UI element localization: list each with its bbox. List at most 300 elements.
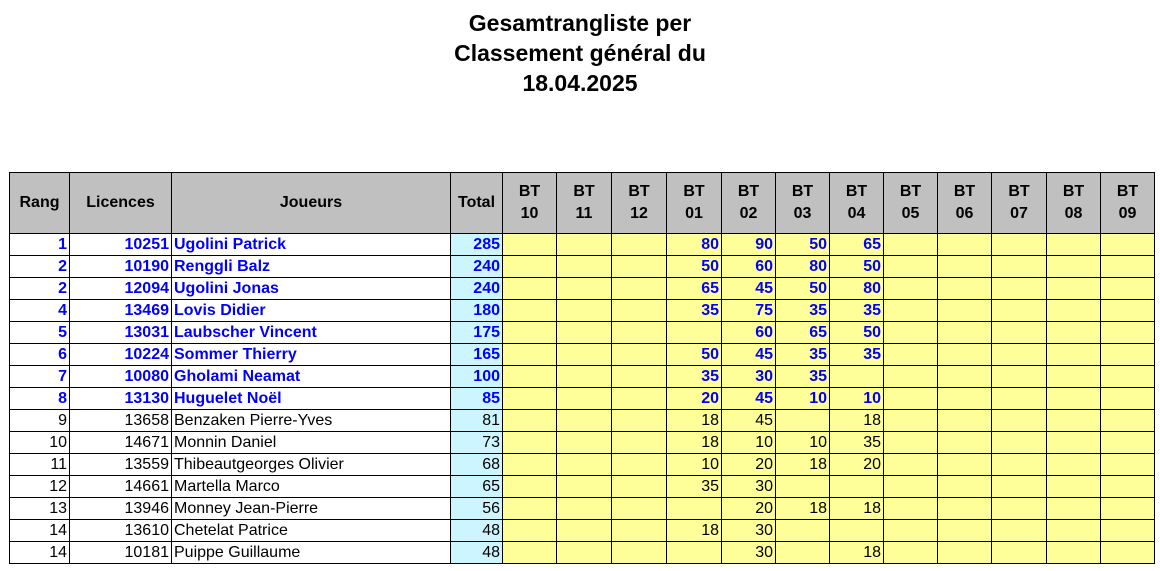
score-cell: 80 <box>830 278 884 300</box>
player-name-cell: Sommer Thierry <box>172 344 451 366</box>
rank-cell: 8 <box>10 388 70 410</box>
total-cell: 68 <box>451 454 503 476</box>
player-name-cell: Ugolini Jonas <box>172 278 451 300</box>
header-bt-10 <box>503 173 557 234</box>
score-cell <box>503 388 557 410</box>
table-row <box>10 344 1155 366</box>
score-cell <box>992 300 1047 322</box>
score-cell <box>557 520 612 542</box>
score-cell: 35 <box>776 300 830 322</box>
header-bt-prefix: BT <box>1008 183 1030 200</box>
score-cell <box>992 498 1047 520</box>
score-cell <box>503 476 557 498</box>
score-cell <box>830 366 884 388</box>
rank-cell: 5 <box>10 322 70 344</box>
score-cell: 35 <box>667 366 722 388</box>
score-cell <box>938 278 992 300</box>
score-cell <box>1047 432 1101 454</box>
score-cell <box>938 300 992 322</box>
score-cell <box>1101 256 1155 278</box>
rank-cell: 13 <box>10 498 70 520</box>
score-cell <box>612 542 667 564</box>
score-cell: 30 <box>722 542 776 564</box>
player-name-cell: Laubscher Vincent <box>172 322 451 344</box>
score-cell <box>938 410 992 432</box>
score-cell <box>1047 278 1101 300</box>
table-row <box>10 476 1155 498</box>
header-bt-code: 04 <box>847 205 866 222</box>
score-cell <box>1101 432 1155 454</box>
score-cell <box>1047 410 1101 432</box>
header-bt-code: 01 <box>685 205 703 222</box>
score-cell <box>938 454 992 476</box>
score-cell <box>612 234 667 256</box>
score-cell: 18 <box>830 410 884 432</box>
score-cell <box>503 278 557 300</box>
score-cell: 35 <box>667 476 722 498</box>
table-row <box>10 234 1155 256</box>
table-row <box>10 520 1155 542</box>
header-bt-code: 02 <box>739 205 758 222</box>
rank-cell: 14 <box>10 542 70 564</box>
score-cell: 35 <box>667 300 722 322</box>
licence-cell: 13130 <box>70 388 172 410</box>
score-cell <box>1047 322 1101 344</box>
score-cell <box>1047 520 1101 542</box>
score-cell: 30 <box>722 366 776 388</box>
player-name-cell: Monney Jean-Pierre <box>172 498 451 520</box>
score-cell <box>557 498 612 520</box>
licence-cell: 10181 <box>70 542 172 564</box>
score-cell <box>884 322 938 344</box>
score-cell <box>776 476 830 498</box>
total-cell: 65 <box>451 476 503 498</box>
total-cell: 240 <box>451 256 503 278</box>
licence-cell: 10080 <box>70 366 172 388</box>
table-row <box>10 388 1155 410</box>
score-cell <box>938 520 992 542</box>
score-cell <box>612 300 667 322</box>
score-cell: 65 <box>776 322 830 344</box>
header-bt-09 <box>1101 173 1155 234</box>
header-bt-01 <box>667 173 722 234</box>
player-name-cell: Benzaken Pierre-Yves <box>172 410 451 432</box>
player-name-cell: Monnin Daniel <box>172 432 451 454</box>
page-title <box>0 8 1160 98</box>
ranking-table <box>9 172 1155 564</box>
score-cell <box>884 454 938 476</box>
score-cell: 18 <box>667 410 722 432</box>
licence-cell: 13031 <box>70 322 172 344</box>
score-cell: 80 <box>667 234 722 256</box>
score-cell <box>992 322 1047 344</box>
score-cell <box>557 322 612 344</box>
score-cell <box>667 542 722 564</box>
score-cell <box>1101 542 1155 564</box>
score-cell <box>884 234 938 256</box>
score-cell <box>992 344 1047 366</box>
score-cell <box>1101 366 1155 388</box>
score-cell: 50 <box>667 256 722 278</box>
total-cell: 56 <box>451 498 503 520</box>
score-cell <box>612 344 667 366</box>
score-cell: 65 <box>830 234 884 256</box>
score-cell <box>1101 234 1155 256</box>
score-cell <box>884 476 938 498</box>
licence-cell: 13658 <box>70 410 172 432</box>
licence-cell: 13946 <box>70 498 172 520</box>
header-bt-12 <box>612 173 667 234</box>
score-cell <box>612 256 667 278</box>
score-cell <box>503 542 557 564</box>
score-cell <box>1047 388 1101 410</box>
score-cell: 10 <box>830 388 884 410</box>
player-name-cell: Martella Marco <box>172 476 451 498</box>
total-cell: 100 <box>451 366 503 388</box>
table-row <box>10 454 1155 476</box>
score-cell <box>1101 498 1155 520</box>
score-cell <box>1101 322 1155 344</box>
score-cell <box>503 454 557 476</box>
header-bt-prefix: BT <box>518 183 541 200</box>
score-cell <box>938 366 992 388</box>
total-cell: 285 <box>451 234 503 256</box>
header-bt-code: 11 <box>575 205 593 222</box>
rank-cell: 2 <box>10 256 70 278</box>
total-cell: 48 <box>451 542 503 564</box>
header-bt-08 <box>1047 173 1101 234</box>
score-cell: 45 <box>722 278 776 300</box>
header-bt-prefix: BT <box>1062 183 1085 200</box>
score-cell <box>612 476 667 498</box>
score-cell: 80 <box>776 256 830 278</box>
header-bt-code: 12 <box>630 205 648 222</box>
score-cell <box>992 388 1047 410</box>
score-cell: 20 <box>830 454 884 476</box>
header-bt-11 <box>557 173 612 234</box>
table-body <box>10 234 1155 564</box>
licence-cell: 12094 <box>70 278 172 300</box>
score-cell <box>1047 542 1101 564</box>
score-cell <box>938 498 992 520</box>
score-cell <box>612 322 667 344</box>
score-cell <box>830 520 884 542</box>
total-cell: 73 <box>451 432 503 454</box>
score-cell <box>557 476 612 498</box>
score-cell <box>503 432 557 454</box>
header-licences: Licences <box>70 173 172 234</box>
score-cell: 30 <box>722 520 776 542</box>
title-line-1: Gesamtrangliste per <box>468 10 692 36</box>
score-cell <box>503 256 557 278</box>
rank-cell: 10 <box>10 432 70 454</box>
score-cell <box>557 454 612 476</box>
rank-cell: 11 <box>10 454 70 476</box>
score-cell <box>938 432 992 454</box>
licence-cell: 10224 <box>70 344 172 366</box>
score-cell <box>992 542 1047 564</box>
score-cell: 50 <box>776 278 830 300</box>
score-cell <box>1101 278 1155 300</box>
score-cell: 45 <box>722 388 776 410</box>
score-cell <box>612 432 667 454</box>
header-bt-prefix: BT <box>899 183 922 200</box>
player-name-cell: Chetelat Patrice <box>172 520 451 542</box>
licence-cell: 10190 <box>70 256 172 278</box>
score-cell <box>992 256 1047 278</box>
score-cell <box>1101 300 1155 322</box>
score-cell: 90 <box>722 234 776 256</box>
score-cell: 18 <box>667 520 722 542</box>
player-name-cell: Puippe Guillaume <box>172 542 451 564</box>
score-cell <box>557 410 612 432</box>
score-cell: 35 <box>830 300 884 322</box>
player-name-cell: Thibeautgeorges Olivier <box>172 454 451 476</box>
score-cell <box>884 278 938 300</box>
score-cell <box>503 234 557 256</box>
score-cell: 60 <box>722 322 776 344</box>
score-cell: 18 <box>776 454 830 476</box>
score-cell: 60 <box>722 256 776 278</box>
header-bt-03 <box>776 173 830 234</box>
rank-cell: 7 <box>10 366 70 388</box>
rank-cell: 4 <box>10 300 70 322</box>
score-cell: 35 <box>830 344 884 366</box>
header-joueurs: Joueurs <box>172 173 451 234</box>
rank-cell: 2 <box>10 278 70 300</box>
licence-cell: 13559 <box>70 454 172 476</box>
score-cell <box>1101 344 1155 366</box>
score-cell <box>992 520 1047 542</box>
score-cell <box>884 344 938 366</box>
score-cell: 10 <box>722 432 776 454</box>
score-cell: 35 <box>776 344 830 366</box>
score-cell <box>612 278 667 300</box>
score-cell: 45 <box>722 344 776 366</box>
header-bt-prefix: BT <box>683 183 705 200</box>
player-name-cell: Gholami Neamat <box>172 366 451 388</box>
score-cell <box>884 498 938 520</box>
rank-cell: 6 <box>10 344 70 366</box>
score-cell <box>992 476 1047 498</box>
score-cell <box>884 410 938 432</box>
score-cell <box>1047 454 1101 476</box>
score-cell: 20 <box>667 388 722 410</box>
score-cell: 18 <box>830 542 884 564</box>
score-cell <box>1047 366 1101 388</box>
score-cell: 50 <box>830 322 884 344</box>
score-cell <box>612 454 667 476</box>
player-name-cell: Ugolini Patrick <box>172 234 451 256</box>
score-cell <box>938 476 992 498</box>
score-cell: 75 <box>722 300 776 322</box>
header-bt-05 <box>884 173 938 234</box>
header-bt-prefix: BT <box>573 183 595 200</box>
score-cell <box>612 410 667 432</box>
score-cell: 18 <box>830 498 884 520</box>
header-bt-prefix: BT <box>953 183 976 200</box>
header-rang: Rang <box>10 173 70 234</box>
score-cell <box>612 520 667 542</box>
score-cell <box>1047 498 1101 520</box>
score-cell: 10 <box>667 454 722 476</box>
header-bt-04 <box>830 173 884 234</box>
score-cell <box>1047 344 1101 366</box>
score-cell <box>830 476 884 498</box>
total-cell: 175 <box>451 322 503 344</box>
score-cell <box>776 410 830 432</box>
total-cell: 180 <box>451 300 503 322</box>
score-cell: 20 <box>722 454 776 476</box>
score-cell <box>938 256 992 278</box>
header-row <box>10 173 1155 234</box>
score-cell <box>884 520 938 542</box>
score-cell <box>1047 256 1101 278</box>
score-cell <box>992 432 1047 454</box>
score-cell: 10 <box>776 388 830 410</box>
score-cell <box>1047 234 1101 256</box>
score-cell <box>667 322 722 344</box>
table-row <box>10 432 1155 454</box>
score-cell <box>557 278 612 300</box>
score-cell: 18 <box>667 432 722 454</box>
score-cell <box>1101 410 1155 432</box>
title-line-2: Classement général du <box>454 40 706 66</box>
score-cell <box>557 344 612 366</box>
total-cell: 165 <box>451 344 503 366</box>
score-cell <box>503 344 557 366</box>
header-bt-prefix: BT <box>737 183 760 200</box>
player-name-cell: Huguelet Noël <box>172 388 451 410</box>
table-row <box>10 278 1155 300</box>
header-bt-code: 08 <box>1064 205 1083 222</box>
score-cell: 35 <box>776 366 830 388</box>
header-bt-prefix: BT <box>628 183 650 200</box>
licence-cell: 13469 <box>70 300 172 322</box>
score-cell <box>938 388 992 410</box>
rank-cell: 14 <box>10 520 70 542</box>
title-line-3: 18.04.2025 <box>522 70 638 96</box>
total-cell: 81 <box>451 410 503 432</box>
licence-cell: 10251 <box>70 234 172 256</box>
score-cell <box>503 410 557 432</box>
score-cell <box>557 388 612 410</box>
header-bt-code: 03 <box>793 205 812 222</box>
table-row <box>10 256 1155 278</box>
score-cell: 18 <box>776 498 830 520</box>
score-cell <box>557 300 612 322</box>
player-name-cell: Renggli Balz <box>172 256 451 278</box>
score-cell <box>503 366 557 388</box>
score-cell: 50 <box>776 234 830 256</box>
score-cell <box>1101 388 1155 410</box>
score-cell: 20 <box>722 498 776 520</box>
total-cell: 85 <box>451 388 503 410</box>
score-cell <box>992 278 1047 300</box>
rank-cell: 9 <box>10 410 70 432</box>
player-name-cell: Lovis Didier <box>172 300 451 322</box>
header-bt-code: 09 <box>1118 205 1137 222</box>
rank-cell: 1 <box>10 234 70 256</box>
header-bt-code: 05 <box>901 205 920 222</box>
score-cell: 50 <box>667 344 722 366</box>
score-cell <box>557 366 612 388</box>
table-row <box>10 542 1155 564</box>
score-cell <box>776 542 830 564</box>
score-cell <box>938 234 992 256</box>
score-cell <box>884 366 938 388</box>
licence-cell: 14661 <box>70 476 172 498</box>
score-cell <box>776 520 830 542</box>
score-cell <box>884 300 938 322</box>
total-cell: 48 <box>451 520 503 542</box>
score-cell <box>503 300 557 322</box>
score-cell <box>938 542 992 564</box>
table-row <box>10 498 1155 520</box>
header-bt-prefix: BT <box>1116 183 1139 200</box>
score-cell <box>992 454 1047 476</box>
score-cell <box>557 256 612 278</box>
score-cell: 50 <box>830 256 884 278</box>
rank-cell: 12 <box>10 476 70 498</box>
header-bt-02 <box>722 173 776 234</box>
licence-cell: 13610 <box>70 520 172 542</box>
licence-cell: 14671 <box>70 432 172 454</box>
score-cell: 35 <box>830 432 884 454</box>
table-row <box>10 410 1155 432</box>
score-cell: 10 <box>776 432 830 454</box>
score-cell <box>1101 520 1155 542</box>
table-row <box>10 322 1155 344</box>
score-cell <box>612 498 667 520</box>
table-row <box>10 366 1155 388</box>
header-total: Total <box>451 173 503 234</box>
header-bt-07 <box>992 173 1047 234</box>
score-cell <box>557 234 612 256</box>
header-bt-code: 10 <box>520 205 539 222</box>
score-cell <box>503 498 557 520</box>
score-cell <box>992 410 1047 432</box>
score-cell <box>884 542 938 564</box>
total-cell: 240 <box>451 278 503 300</box>
score-cell: 30 <box>722 476 776 498</box>
score-cell <box>992 366 1047 388</box>
score-cell <box>884 432 938 454</box>
score-cell <box>992 234 1047 256</box>
header-bt-code: 06 <box>955 205 974 222</box>
score-cell <box>503 520 557 542</box>
score-cell <box>938 322 992 344</box>
score-cell <box>557 432 612 454</box>
header-bt-prefix: BT <box>845 183 868 200</box>
score-cell <box>1101 476 1155 498</box>
score-cell <box>884 388 938 410</box>
score-cell <box>503 322 557 344</box>
score-cell <box>884 256 938 278</box>
score-cell <box>1101 454 1155 476</box>
score-cell: 45 <box>722 410 776 432</box>
score-cell <box>1047 476 1101 498</box>
score-cell <box>667 498 722 520</box>
header-bt-prefix: BT <box>791 183 814 200</box>
score-cell <box>938 344 992 366</box>
score-cell: 65 <box>667 278 722 300</box>
score-cell <box>612 388 667 410</box>
header-bt-06 <box>938 173 992 234</box>
score-cell <box>612 366 667 388</box>
table-row <box>10 300 1155 322</box>
score-cell <box>557 542 612 564</box>
